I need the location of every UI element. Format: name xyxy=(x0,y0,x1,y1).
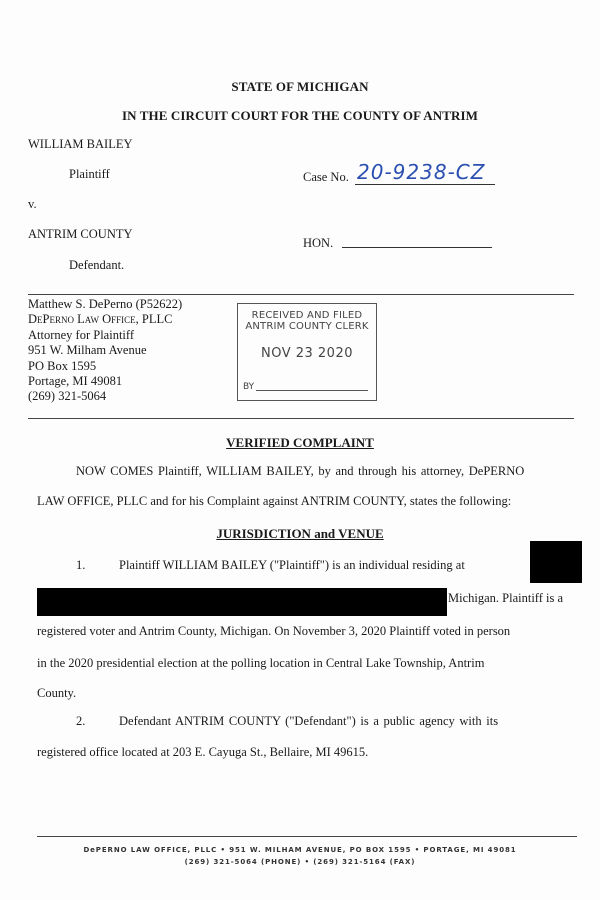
footer-phone-fax: (269) 321-5064 (PHONE) • (269) 321-5164 (FAX) xyxy=(184,858,416,866)
attorney-role: Attorney for Plaintiff xyxy=(28,327,134,342)
hon-line xyxy=(342,247,492,248)
stamp-date: NOV 23 2020 xyxy=(260,346,353,361)
attorney-phone: (269) 321-5064 xyxy=(28,389,107,404)
para-1-line-1: Plaintiff WILLIAM BAILEY ("Plaintiff") is an individual residing at xyxy=(119,558,465,572)
defendant-label: Defendant. xyxy=(69,258,125,272)
versus-label: v. xyxy=(28,197,37,211)
received-filed-stamp xyxy=(237,303,377,401)
para-1-number: 1. xyxy=(76,558,86,572)
footer-rule xyxy=(37,836,577,837)
para-2-number: 2. xyxy=(76,714,86,728)
attorney-city: Portage, MI 49081 xyxy=(28,374,123,389)
para-1-line-4: in the 2020 presidential election at the polling location in Central Lake Township, Antrim xyxy=(37,656,485,670)
footer-address: DePERNO LAW OFFICE, PLLC • 951 W. MILHAM AVENUE, PO BOX 1595 • PORTAGE, MI 49081 xyxy=(83,846,517,854)
attorney-name: Matthew S. DePerno (P52622) xyxy=(28,297,183,311)
attorney-block xyxy=(28,297,182,405)
para-1-line-3: registered voter and Antrim County, Michigan. On November 3, 2020 Plaintiff voted in person xyxy=(37,624,511,638)
case-no-line xyxy=(355,184,495,185)
attorney-street: 951 W. Milham Avenue xyxy=(28,343,147,358)
court-heading: IN THE CIRCUIT COURT FOR THE COUNTY OF ANTRIM xyxy=(121,108,479,123)
plaintiff-name: WILLIAM BAILEY xyxy=(28,137,133,151)
stamp-line-1: RECEIVED AND FILED xyxy=(251,310,363,321)
defendant-name: ANTRIM COUNTY xyxy=(28,227,133,241)
complaint-title: VERIFIED COMPLAINT xyxy=(226,435,374,450)
para-1-line-2: Michigan. Plaintiff is a xyxy=(448,591,564,605)
redaction-address-end xyxy=(530,541,582,583)
stamp-by-line xyxy=(256,390,368,391)
para-2-line-1: Defendant ANTRIM COUNTY ("Defendant") is a public agency with its xyxy=(119,714,499,728)
redaction-address xyxy=(37,588,447,616)
attorney-divider xyxy=(28,418,574,419)
state-heading: STATE OF MICHIGAN xyxy=(231,79,369,94)
case-number-handwritten: 20-9238-CZ xyxy=(357,160,486,184)
law-office-name: DePerno Law Office, PLLC xyxy=(28,312,173,327)
para-1-line-5: County. xyxy=(37,686,77,700)
intro-line-2: LAW OFFICE, PLLC and for his Complaint against ANTRIM COUNTY, states the following: xyxy=(37,494,512,508)
caption-divider xyxy=(28,294,574,295)
plaintiff-label: Plaintiff xyxy=(69,167,110,181)
case-no-label: Case No. xyxy=(303,170,349,184)
para-2-line-2: registered office located at 203 E. Cayuga St., Bellaire, MI 49615. xyxy=(37,745,369,759)
intro-line-1: NOW COMES Plaintiff, WILLIAM BAILEY, by and through his attorney, DePERNO xyxy=(76,464,525,478)
stamp-by-label: BY xyxy=(243,382,255,392)
jurisdiction-heading: JURISDICTION and VENUE xyxy=(216,526,384,541)
stamp-line-2: ANTRIM COUNTY CLERK xyxy=(245,321,369,332)
hon-label: HON. xyxy=(303,236,334,250)
attorney-pobox: PO Box 1595 xyxy=(28,358,97,373)
